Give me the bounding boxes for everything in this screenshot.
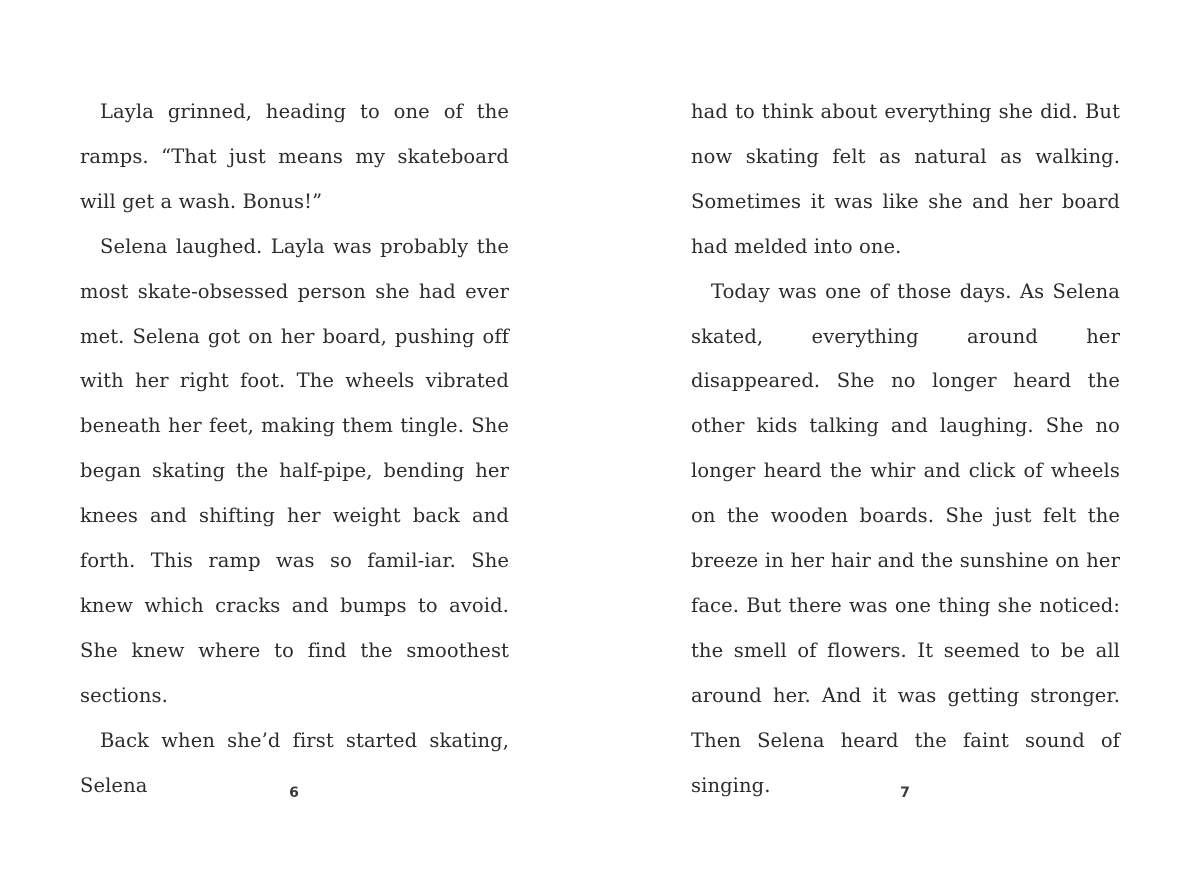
page-number: 6	[289, 785, 299, 801]
paragraph: Selena laughed. Layla was probably the most skate-obsessed person she had ever met. Selena got on her board, pushing off with her right foot. The wheels vibrated beneath her feet, making them tingle. She began skating the half-pipe, bending her knees and shifting her weight back and forth. This ramp was so famil-iar. She knew which cracks and bumps to avoid. She knew where to find the smoothest sections.	[80, 234, 509, 707]
paragraph: Back when she’d first started skating, Selena	[80, 728, 509, 797]
right-page	[600, 0, 1200, 872]
page-number: 7	[900, 785, 910, 801]
paragraph: Today was one of those days. As Selena skated, everything around her disappeared. She no longer heard the other kids talking and laughing. She no longer heard the whir and click of wheels on the wooden boards. She just felt the breeze in her hair and the sunshine on her face. But there was one thing she noticed: the smell of flowers. It seemed to be all around her. And it was getting stronger. Then Selena heard the faint sound of singing.	[691, 279, 1120, 797]
left-page-text	[80, 90, 509, 809]
right-page-text	[691, 90, 1120, 809]
paragraph: had to think about everything she did. But now skating felt as natural as walking. Sometimes it was like she and her board had melded into one.	[691, 100, 1120, 258]
paragraph: Layla grinned, heading to one of the ramps. “That just means my skateboard will get a wash. Bonus!”	[80, 100, 509, 213]
